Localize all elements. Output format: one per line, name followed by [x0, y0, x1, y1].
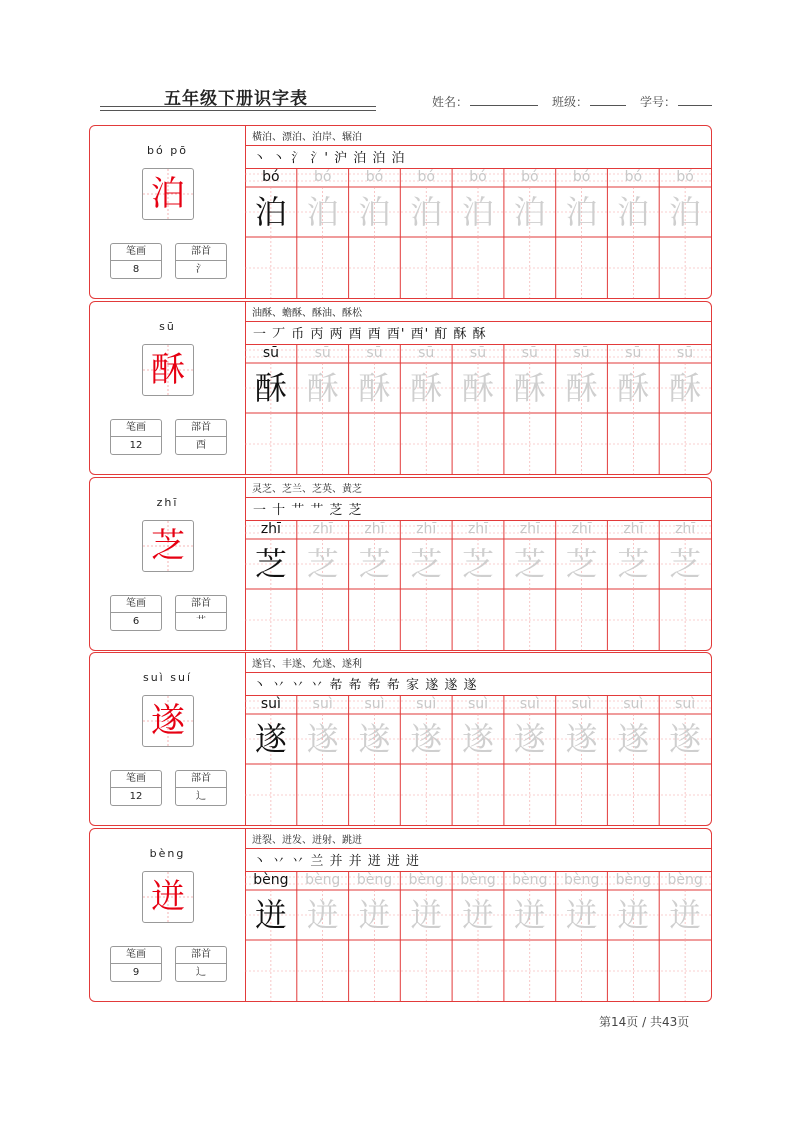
- radical-box: [175, 770, 227, 806]
- class-label: 班级：: [552, 95, 589, 109]
- practice-pinyin: suì: [260, 696, 281, 712]
- stroke-order: 一 丆 币 丙 两 酉 酉 酉' 酉' 酊 酥 酥: [253, 327, 487, 342]
- radical-label: 部首: [176, 947, 226, 964]
- practice-character[interactable]: 遂: [410, 720, 443, 758]
- student-id-label: 学号：: [640, 95, 677, 109]
- practice-pinyin: bó: [572, 169, 591, 185]
- example-words: 遂官、丰遂、允遂、遂利: [252, 659, 362, 670]
- stroke-order: 丶 丷 丷 兰 并 并 迸 迸 迸: [253, 854, 421, 869]
- character-info-panel: [90, 302, 246, 474]
- practice-character[interactable]: 泊: [513, 193, 546, 231]
- stroke-order: 丶 丶 氵 氵' 沪 泊 泊 泊: [253, 151, 406, 166]
- stroke-order: 一 十 艹 艹 芝 芝: [253, 503, 363, 518]
- main-character: 泊: [151, 174, 185, 214]
- practice-character[interactable]: 迸: [306, 896, 339, 934]
- practice-character[interactable]: 遂: [669, 720, 702, 758]
- practice-character[interactable]: 泊: [358, 193, 391, 231]
- stroke-count-box: [110, 770, 162, 806]
- practice-character[interactable]: 迸: [410, 896, 443, 934]
- practice-pinyin: sū: [573, 345, 590, 361]
- practice-character[interactable]: 芝: [565, 545, 598, 583]
- practice-pinyin: bèng: [253, 872, 289, 888]
- practice-pinyin: bèng: [615, 872, 651, 888]
- radical-value: 辶: [196, 791, 206, 802]
- practice-pinyin: bó: [624, 169, 643, 185]
- practice-pinyin: bó: [262, 169, 280, 185]
- example-words: 油酥、蟾酥、酥油、酥松: [252, 308, 362, 319]
- title-underline: [100, 106, 376, 111]
- stroke-order-row: [245, 145, 711, 169]
- practice-character[interactable]: 迸: [669, 896, 702, 934]
- practice-character[interactable]: 酥: [513, 369, 546, 407]
- practice-pinyin: bó: [521, 169, 539, 185]
- practice-character[interactable]: 泊: [306, 193, 339, 231]
- character-info-panel: [90, 478, 246, 650]
- radical-box: [175, 595, 227, 631]
- practice-pinyin: sū: [366, 345, 383, 361]
- stroke-count-label: 笔画: [111, 244, 161, 261]
- pinyin-header: bèng: [149, 847, 186, 860]
- pinyin-header: zhī: [156, 496, 179, 509]
- character-card: [89, 828, 712, 1002]
- practice-pinyin: sū: [418, 345, 435, 361]
- stroke-order-row: [245, 672, 711, 696]
- practice-character[interactable]: 酥: [410, 369, 443, 407]
- character-box: [142, 695, 194, 747]
- example-words: 橫泊、漂泊、泊岸、辗泊: [252, 132, 362, 143]
- stroke-count-value: 9: [132, 967, 140, 978]
- practice-pinyin: sū: [521, 345, 538, 361]
- practice-character[interactable]: 芝: [461, 545, 494, 583]
- practice-pinyin: bèng: [512, 872, 548, 888]
- practice-pinyin: suì: [571, 696, 592, 712]
- practice-pinyin: sū: [262, 345, 279, 361]
- example-words: 灵芝、芝兰、芝英、黄芝: [252, 484, 362, 495]
- practice-grid[interactable]: [245, 520, 711, 650]
- stroke-count-value: 12: [129, 440, 143, 451]
- radical-label: 部首: [176, 771, 226, 788]
- practice-pinyin: zhī: [312, 521, 333, 537]
- practice-pinyin: bó: [417, 169, 435, 185]
- practice-character[interactable]: 芝: [669, 545, 702, 583]
- practice-character[interactable]: 遂: [306, 720, 339, 758]
- practice-character[interactable]: 遂: [461, 720, 494, 758]
- character-info-panel: [90, 829, 246, 1001]
- practice-pinyin: zhī: [364, 521, 385, 537]
- practice-character[interactable]: 芝: [410, 545, 443, 583]
- practice-pinyin: sū: [625, 345, 642, 361]
- practice-pinyin: bèng: [356, 872, 393, 888]
- practice-pinyin: suì: [312, 696, 333, 712]
- practice-character[interactable]: 迸: [461, 896, 494, 934]
- practice-character[interactable]: 酥: [617, 369, 650, 407]
- stroke-order: 丶 丷 丷 丷 㣇 㣇 㣇 㣇 家 遂 遂 遂: [253, 678, 478, 693]
- practice-pinyin: suì: [675, 696, 696, 712]
- radical-box: [175, 946, 227, 982]
- practice-character[interactable]: 迸: [254, 896, 287, 934]
- practice-character[interactable]: 酥: [254, 369, 287, 407]
- student-id-field[interactable]: [678, 94, 712, 106]
- radical-value: 氵: [196, 264, 206, 275]
- practice-pinyin: bó: [313, 169, 332, 185]
- practice-character[interactable]: 酥: [306, 369, 339, 407]
- practice-character[interactable]: 芝: [513, 545, 546, 583]
- practice-character[interactable]: 芝: [617, 545, 650, 583]
- practice-pinyin: suì: [416, 696, 437, 712]
- practice-character[interactable]: 迸: [565, 896, 598, 934]
- radical-value: 辶: [196, 967, 206, 978]
- pinyin-header: suì suí: [142, 671, 192, 684]
- practice-character[interactable]: 遂: [565, 720, 598, 758]
- practice-character[interactable]: 芝: [254, 545, 287, 583]
- radical-label: 部首: [176, 596, 226, 613]
- practice-pinyin: zhī: [571, 521, 592, 537]
- practice-pinyin: zhī: [675, 521, 696, 537]
- practice-character[interactable]: 遂: [513, 720, 546, 758]
- stroke-count-box: [110, 419, 162, 455]
- practice-character[interactable]: 泊: [254, 193, 287, 231]
- practice-character[interactable]: 遂: [617, 720, 650, 758]
- practice-pinyin: suì: [364, 696, 385, 712]
- character-card: [89, 477, 712, 651]
- practice-character[interactable]: 迸: [617, 896, 650, 934]
- practice-pinyin: sū: [677, 345, 694, 361]
- practice-pinyin: sū: [469, 345, 487, 361]
- practice-character[interactable]: 迸: [513, 896, 546, 934]
- practice-character[interactable]: 泊: [617, 193, 650, 231]
- stroke-count-label: 笔画: [111, 420, 161, 437]
- practice-character[interactable]: 芝: [358, 545, 391, 583]
- main-character: 遂: [151, 701, 185, 741]
- name-label: 姓名：: [432, 95, 469, 109]
- stroke-count-value: 6: [132, 616, 140, 627]
- practice-grid[interactable]: [245, 168, 711, 298]
- practice-pinyin: bó: [469, 169, 487, 185]
- stroke-order-row: [245, 321, 711, 345]
- practice-pinyin: bèng: [460, 872, 496, 888]
- stroke-count-box: [110, 595, 162, 631]
- practice-character[interactable]: 泊: [410, 193, 443, 231]
- example-words: 迸裂、迸发、迸射、跳迸: [252, 835, 362, 846]
- stroke-count-value: 12: [129, 791, 143, 802]
- main-character: 酥: [151, 350, 185, 390]
- practice-pinyin: bó: [365, 169, 384, 185]
- student-info-fields: [432, 93, 712, 110]
- practice-character[interactable]: 酥: [669, 369, 702, 407]
- radical-box: [175, 419, 227, 455]
- practice-grid[interactable]: [245, 695, 711, 825]
- practice-character[interactable]: 泊: [565, 193, 598, 231]
- practice-character[interactable]: 泊: [461, 193, 494, 231]
- radical-value: 酉: [196, 440, 206, 451]
- practice-character[interactable]: 遂: [358, 720, 391, 758]
- practice-pinyin: bèng: [563, 872, 600, 888]
- practice-pinyin: bèng: [408, 872, 444, 888]
- character-card: [89, 652, 712, 826]
- practice-character[interactable]: 酥: [461, 369, 494, 407]
- practice-pinyin: zhī: [260, 521, 281, 537]
- pinyin-header: bó pō: [147, 144, 188, 157]
- pinyin-header: sū: [159, 320, 176, 333]
- stroke-order-row: [245, 497, 711, 521]
- stroke-order-row: [245, 848, 711, 872]
- worksheet-title: 五年级下册识字表: [164, 89, 308, 109]
- stroke-count-value: 8: [132, 264, 140, 275]
- practice-pinyin: zhī: [623, 521, 644, 537]
- main-character: 迸: [151, 877, 185, 917]
- practice-pinyin: bèng: [305, 872, 341, 888]
- practice-pinyin: zhī: [467, 521, 489, 537]
- practice-pinyin: suì: [467, 696, 489, 712]
- practice-pinyin: suì: [519, 696, 540, 712]
- practice-pinyin: suì: [623, 696, 644, 712]
- page-number: 第14页 / 共43页: [599, 1015, 690, 1029]
- practice-pinyin: zhī: [519, 521, 540, 537]
- practice-character[interactable]: 酥: [565, 369, 598, 407]
- radical-box: [175, 243, 227, 279]
- character-box: [142, 871, 194, 923]
- radical-value: 艹: [196, 616, 206, 627]
- practice-character[interactable]: 泊: [669, 193, 702, 231]
- stroke-count-label: 笔画: [111, 947, 161, 964]
- practice-character[interactable]: 芝: [306, 545, 339, 583]
- practice-character[interactable]: 酥: [358, 369, 391, 407]
- character-box: [142, 520, 194, 572]
- radical-label: 部首: [176, 420, 226, 437]
- stroke-count-label: 笔画: [111, 596, 161, 613]
- practice-character[interactable]: 迸: [358, 896, 391, 934]
- radical-label: 部首: [176, 244, 226, 261]
- stroke-count-box: [110, 243, 162, 279]
- practice-grid[interactable]: [245, 344, 711, 474]
- stroke-count-box: [110, 946, 162, 982]
- class-field[interactable]: [590, 94, 626, 106]
- character-card: [89, 125, 712, 299]
- character-info-panel: [90, 126, 246, 298]
- character-info-panel: [90, 653, 246, 825]
- practice-pinyin: zhī: [416, 521, 437, 537]
- name-field[interactable]: [470, 94, 538, 106]
- main-character: 芝: [151, 526, 185, 566]
- practice-pinyin: sū: [314, 345, 331, 361]
- practice-pinyin: bó: [676, 169, 694, 185]
- practice-grid[interactable]: [245, 871, 711, 1001]
- stroke-count-label: 笔画: [111, 771, 161, 788]
- practice-pinyin: bèng: [667, 872, 703, 888]
- character-card: [89, 301, 712, 475]
- practice-character[interactable]: 遂: [254, 720, 287, 758]
- character-box: [142, 344, 194, 396]
- character-box: [142, 168, 194, 220]
